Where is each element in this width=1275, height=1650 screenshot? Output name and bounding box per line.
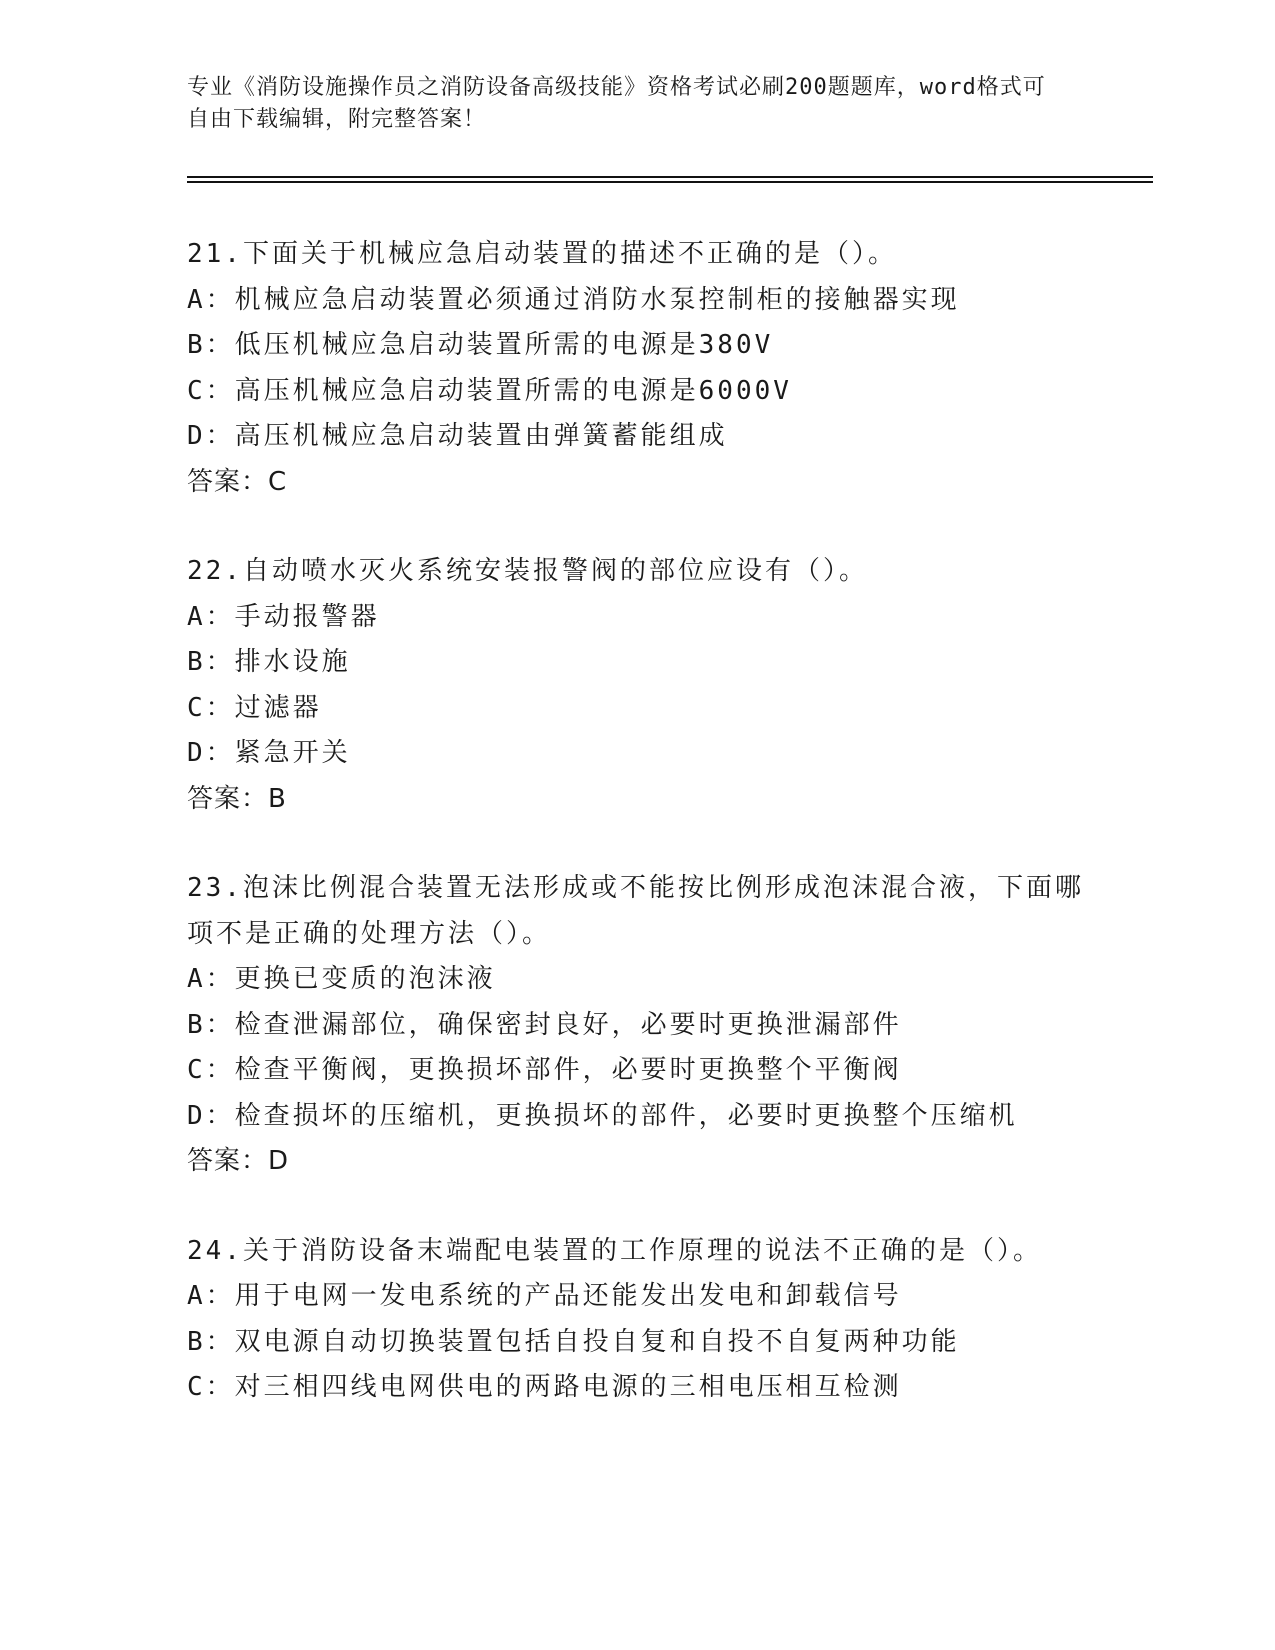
option-c: C：高压机械应急启动装置所需的电源是6000V: [187, 375, 792, 406]
question-stem: 21.下面关于机械应急启动装置的描述不正确的是（）。: [187, 239, 897, 269]
question-stem: 22.自动喷水灭火系统安装报警阀的部位应设有（）。: [187, 556, 868, 586]
answer: 答案：B: [187, 783, 287, 814]
header-divider-bottom: [187, 181, 1153, 183]
option-b: B：低压机械应急启动装置所需的电源是380V: [187, 330, 774, 360]
option-d: D：高压机械应急启动装置由弹簧蓄能组成: [187, 421, 728, 451]
option-a: A：用于电网一发电系统的产品还能发出发电和卸载信号: [187, 1281, 902, 1311]
header-divider-top: [187, 176, 1153, 178]
option-c: C：检查平衡阀，更换损坏部件，必要时更换整个平衡阀: [187, 1055, 902, 1085]
question-22: [187, 549, 1087, 822]
option-d: D：紧急开关: [187, 738, 351, 768]
answer: 答案：C: [187, 466, 288, 497]
option-b: B：检查泄漏部位，确保密封良好，必要时更换泄漏部件: [187, 1009, 902, 1040]
option-d: D：检查损坏的压缩机，更换损坏的部件，必要时更换整个压缩机: [187, 1100, 1018, 1131]
question-list: [187, 232, 1087, 1455]
question-stem: 23.泡沫比例混合装置无法形成或不能按比例形成泡沫混合液，下面哪项不是正确的处理方法（）。: [187, 873, 1084, 949]
question-24: [187, 1229, 1087, 1411]
option-a: A：手动报警器: [187, 601, 380, 632]
document-header: 专业《消防设施操作员之消防设备高级技能》资格考试必刷200题题库，word格式可自由下载编辑，附完整答案！: [187, 75, 1046, 132]
question-stem: 24.关于消防设备末端配电装置的工作原理的说法不正确的是（）。: [187, 1235, 1042, 1266]
question-23: [187, 866, 1087, 1185]
option-c: C：对三相四线电网供电的两路电源的三相电压相互检测: [187, 1372, 902, 1402]
option-a: A：更换已变质的泡沫液: [187, 964, 496, 994]
option-c: C：过滤器: [187, 692, 322, 723]
option-a: A：机械应急启动装置必须通过消防水泵控制柜的接触器实现: [187, 284, 960, 315]
answer: 答案：D: [187, 1146, 290, 1176]
option-b: B：排水设施: [187, 647, 351, 677]
option-b: B：双电源自动切换装置包括自投自复和自投不自复两种功能: [187, 1326, 960, 1357]
question-21: [187, 232, 1087, 505]
